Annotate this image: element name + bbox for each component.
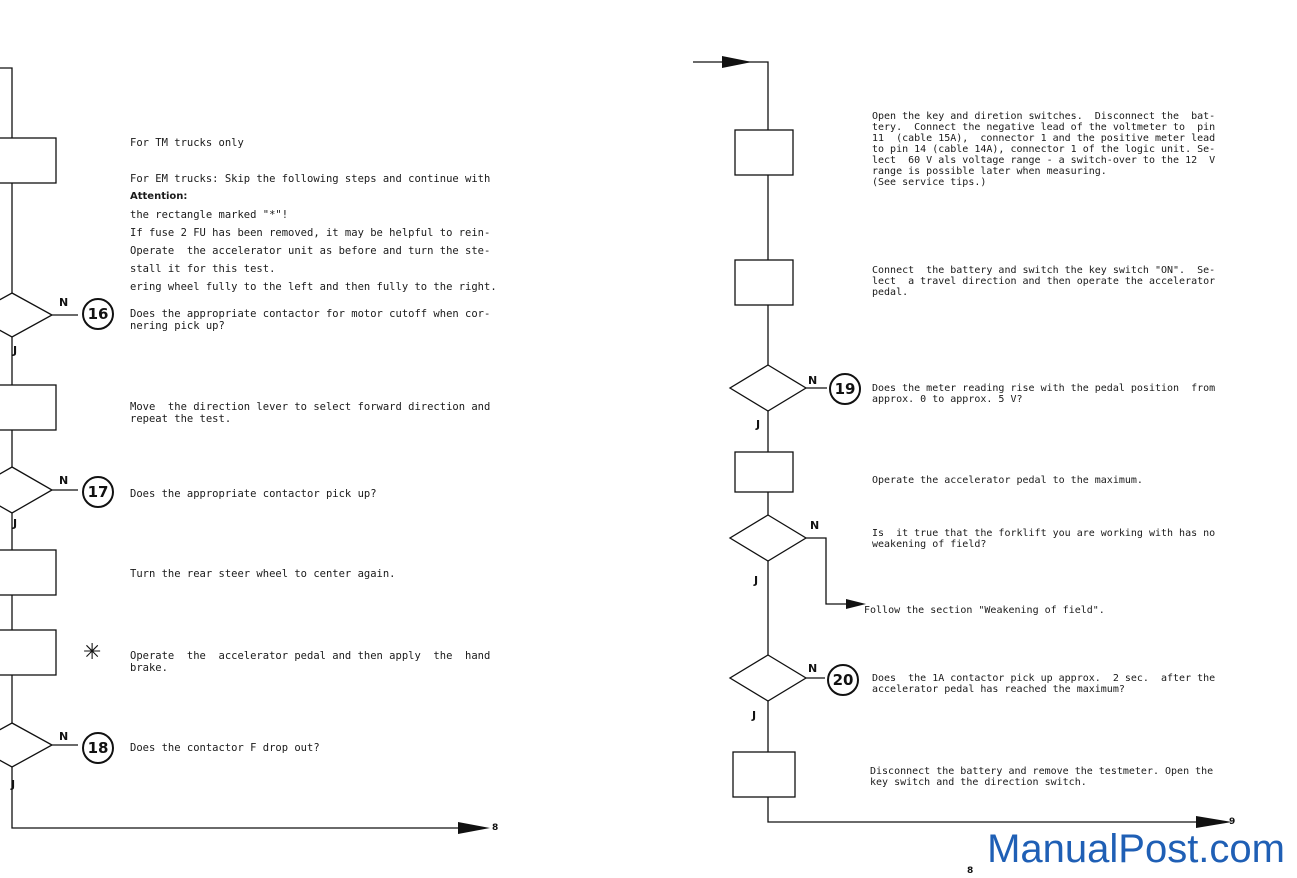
yes-label: J [752,709,757,722]
decision-diamond-weakening [730,515,806,561]
step-number-19: 19 [829,373,861,405]
watermark-text: ManualPost.com [987,827,1285,871]
process-box-1 [0,138,56,183]
turn-wheel-step: Turn the rear steer wheel to center again. [130,568,396,580]
step17-question: Does the appropriate contactor pick up? [130,488,377,500]
no-label: N [810,519,820,532]
decision-diamond-19 [730,365,806,411]
intro-line: Operate the accelerator unit as before and turn the ste- [130,245,491,257]
decision-diamond-17 [0,467,52,513]
process-box-2 [0,385,56,430]
process-box-8 [733,752,795,797]
open-switches-step: Open the key and diretion switches. Disconnect the bat- tery. Connect the negative lead of the voltmeter to pin 11 (cable 15A), connector 1 and the positive meter lead to pin 14 (cable 14A), connector 1 of the logic unit. Se- lect 60 V als voltage range - a switch-over to the 12 V range is possible later when measuring. (See service tips.) [872,111,1216,188]
weakening-question: Is it true that the forklift you are working with has no weakening of field? [872,528,1216,550]
yes-label: J [754,574,759,587]
move-direction-step: Move the direction lever to select forward direction and repeat the test. [130,401,491,425]
no-label: N [808,374,818,387]
page-number-right: 9 [1229,817,1236,827]
step20-question: Does the 1A contactor pick up approx. 2 sec. after the accelerator pedal has reached the maximum? [872,673,1216,695]
process-box-7 [735,452,793,492]
connect-battery-step: Connect the battery and switch the key switch "ON". Se- lect a travel direction and then operate the accelerator pedal. [872,265,1216,298]
no-label: N [59,296,69,309]
asterisk-mark-icon: ✳ [83,640,102,665]
arrow-right-icon [846,599,866,609]
no-label: N [808,662,818,675]
attention-text [130,203,490,299]
page-number-bottom: 8 [967,866,974,876]
operate-pedal-step: Operate the accelerator pedal and then apply the hand brake. [130,650,491,674]
yes-label: J [11,778,16,791]
decision-diamond-16 [0,293,52,337]
no-label: N [59,730,69,743]
step-number-16: 16 [82,298,114,330]
step-number-20: 20 [827,664,859,696]
follow-section-text: Follow the section "Weakening of field". [864,605,1105,616]
step16-question: Does the appropriate contactor for motor cutoff when cor- nering pick up? [130,308,491,332]
yes-label: J [756,418,761,431]
intro-line: ering wheel fully to the left and then fully to the right. [130,281,497,293]
attention-line: If fuse 2 FU has been removed, it may be helpful to rein- [130,227,491,239]
process-box-6 [735,260,793,305]
step-number-17: 17 [82,476,114,508]
process-box-4 [0,630,56,675]
arrow-right-icon [722,56,752,68]
step18-question: Does the contactor F drop out? [130,742,320,754]
intro-line: For EM trucks: Skip the following steps and continue with [130,173,491,185]
step19-question: Does the meter reading rise with the pedal position from approx. 0 to approx. 5 V? [872,383,1216,405]
intro-line: For TM trucks only [130,137,244,149]
attention-label: Attention: [130,191,188,202]
attention-line: stall it for this test. [130,263,276,275]
intro-line: the rectangle marked "*"! [130,209,289,221]
step-number-18: 18 [82,732,114,764]
process-box-3 [0,550,56,595]
decision-diamond-20 [730,655,806,701]
process-box-5 [735,130,793,175]
decision-diamond-18 [0,723,52,767]
yes-label: J [13,344,18,357]
disconnect-step: Disconnect the battery and remove the testmeter. Open the key switch and the direction switch. [870,766,1214,788]
no-label: N [59,474,69,487]
arrow-right-icon [458,822,490,834]
yes-label: J [13,517,18,530]
page-number-left: 8 [492,823,499,833]
max-pedal-step: Operate the accelerator pedal to the maximum. [872,475,1143,486]
